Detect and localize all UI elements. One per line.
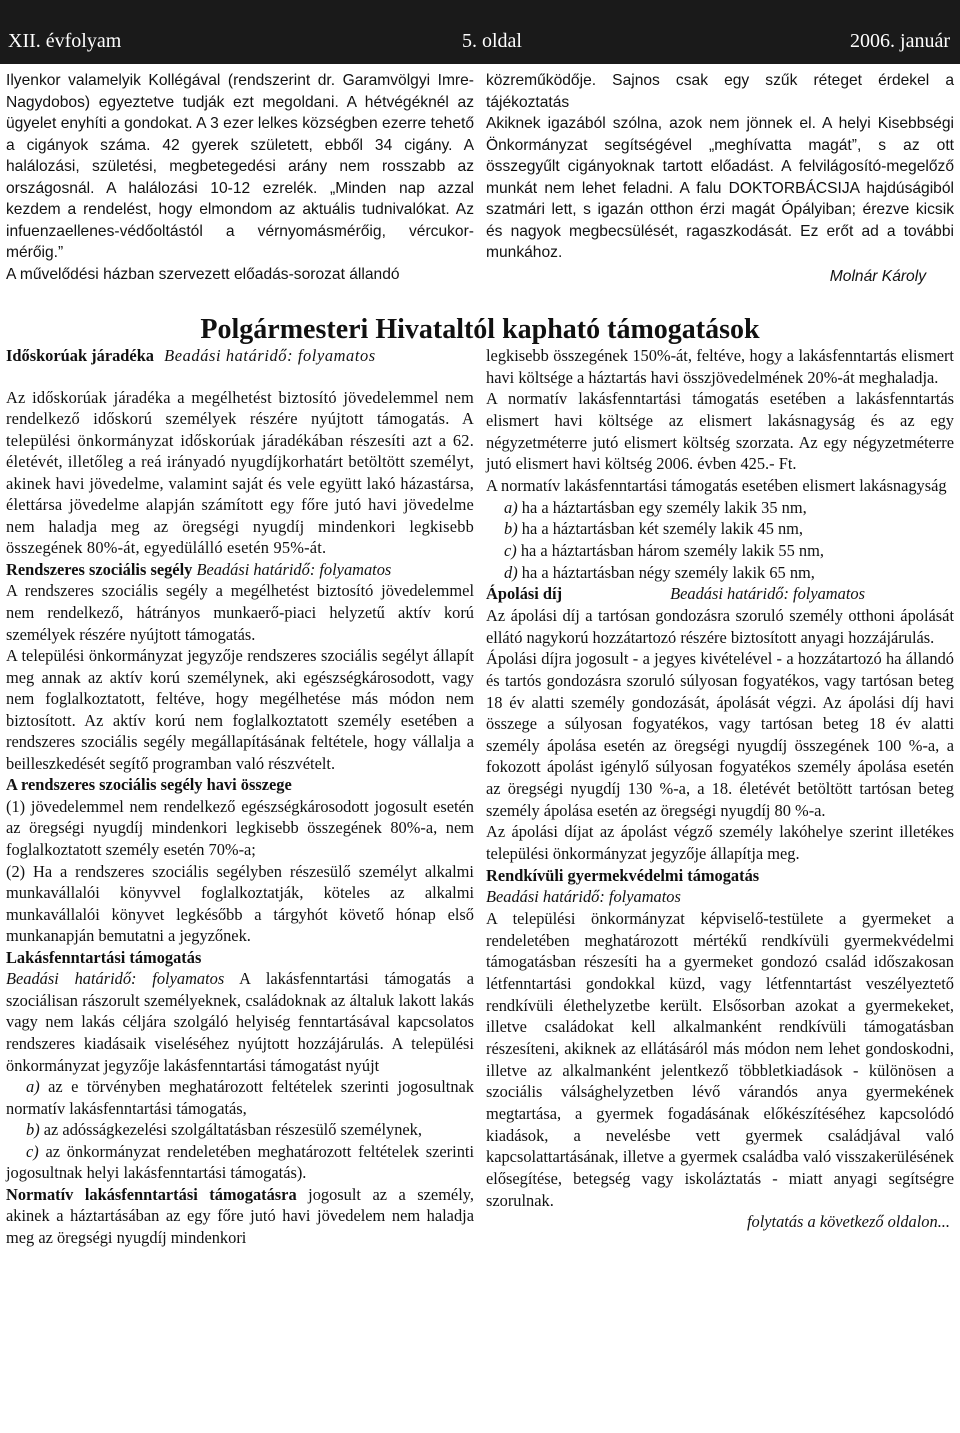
page-header [0, 0, 960, 64]
list-item-text: az önkormányzat rendeletében meghatározott feltételek szerinti jogosultnak helyi lakásfenntartási támogatás). [6, 1141, 474, 1183]
list-marker: a) [26, 1077, 40, 1097]
continued-note: folytatás a következő oldalon... [746, 1212, 950, 1232]
article-continuation-right [486, 70, 954, 287]
author-signature: Molnár Károly [829, 267, 926, 285]
list-item [486, 518, 954, 540]
body-paragraph: Az ápolási díj a tartósan gondozásra szoruló személy otthoni ápolását ellátó nagykorú hozzátartozó részére biztosított anyagi hozzájárulás. [486, 605, 954, 647]
section-title: Rendkívüli gyermekvédelmi támogatás [486, 865, 760, 885]
article-paragraph: Akiknek igazából szólna, azok nem jönnek el. A helyi Kisebbségi Önkormányzat segítségével „meghívatta magát”, s az ott összegyűlt cigányoknak tartott előadást. A felvilágosító-megelőző munkát nem lehet feladni. A falu DOKTORBÁCSIJA hajdúságiból szatmári lett, s igazán otthon érzi magát Ópályiban; érezve kicsik és nagyok megbecsülését, ragaszkodását. Ez erőt ad a további munkához. [486, 115, 954, 262]
deadline-note: Beadási határidő: folyamatos [196, 559, 392, 579]
list-item-text: az adósságkezelési szolgáltatásban részesülő személynek, [43, 1120, 422, 1140]
right-column [486, 345, 954, 1233]
body-text: A lakásfenntartási támogatás a szociálisan rászorult személyeknek, családoknak az általuk lakott lakás vagy nem lakás céljára szolgáló helyiség fenntartásával kapcsolatos rendszeres kiadásaik viseléséhez nyújtott hozzájárulás. A települési önkormányzat jegyzője lakásfenntartási támogatást nyújt [6, 969, 474, 1075]
body-text: jogosult az a személy, akinek a háztartásában az egy főre jutó havi jövedelem nem haladja meg az öregségi nyugdíj mindenkori [6, 1184, 474, 1247]
list-item-text: ha a háztartásban négy személy lakik 65 nm, [521, 562, 815, 582]
issue-date: 2006. január [850, 30, 950, 52]
article-paragraph: A művelődési házban szervezett előadás-sorozat állandó [6, 265, 400, 283]
body-paragraph: (2) Ha a rendszeres szociális segélyben részesülő személyt alkalmi munkavállalói könyvvel foglalkoztatják, köteles az alkalmi munkavállalói könyvet legkésőbb a tárgyhót követő hónap első munkanapján bemutatni a jegyzőnek. [6, 861, 474, 946]
body-paragraph: A normatív lakásfenntartási támogatás esetében elismert lakásnagyság [486, 475, 947, 495]
section-title: Ápolási díj [486, 584, 563, 604]
section-headline: Polgármesteri Hivataltól kapható támogatások [200, 314, 760, 345]
list-item-text: ha a háztartásban három személy lakik 55 nm, [520, 540, 824, 560]
deadline-note: Beadási határidő: folyamatos [164, 346, 376, 365]
deadline-note: Beadási határidő: folyamatos [670, 584, 865, 604]
deadline-note: Beadási határidő: folyamatos [486, 887, 681, 907]
list-marker: b) [26, 1120, 40, 1140]
body-paragraph: legkisebb összegének 150%-át, feltéve, hogy a lakásfenntartás elismert havi költsége a háztartás havi összjövedelmének 20%-át meghaladja. [486, 346, 954, 387]
article-paragraph: közreműködője. Sajnos csak egy szűk réteget érdekel a tájékoztatás [486, 72, 954, 111]
section-title: Rendszeres szociális segély [6, 559, 193, 579]
body-paragraph: A normatív lakásfenntartási támogatás esetében a lakásfenntartás elismert havi költsége az elismert lakásnagyság és az egy négyzetméterre jutó elismert költség szorzata. Az egy négyzetméterre jutó elismert havi költség 2006. évben 425.- Ft. [486, 389, 954, 474]
left-column [6, 345, 474, 1248]
list-item-text: az e törvényben meghatározott feltételek szerinti jogosultnak normatív lakásfenntartási támogatás, [6, 1077, 474, 1118]
body-paragraph: Ápolási díjra jogosult - a jegyes kivételével - a hozzátartozó ha állandó és tartós gondozásra szoruló súlyosan fogyatékos, vagy tartósan beteg 18 év alatti személy gondozását, ápolását végzi. Az ápolási díj havi összege a súlyosan fogyatékos, vagy tartósan beteg 18 év alatti személy ápolása esetén az öregségi nyugdíj összegének 100 %-a, a fokozott ápolást igénylő súlyosan fogyatékos személy ápolása esetén az öregségi nyugdíj 130 %-a, a 18. életévét betöltött tartósan beteg személy ápolása esetén az öregségi nyugdíj 80 %-a. [486, 649, 954, 820]
section-title: Normatív lakásfenntartási támogatásra [6, 1184, 297, 1204]
list-marker: c) [504, 540, 517, 560]
page-number: 5. oldal [462, 30, 522, 52]
list-item-text: ha a háztartásban két személy lakik 45 nm, [521, 519, 804, 539]
article-continuation-left [6, 70, 474, 285]
list-item [486, 540, 954, 562]
body-paragraph: A rendszeres szociális segély a megélhetést biztosító jövedelemmel nem rendelkező, hátrányos munkaerő-piaci helyzetű aktív korú személyek részére nyújtott támogatás. [6, 581, 474, 644]
list-item [486, 562, 954, 584]
body-paragraph: Az időskorúak járadéka a megélhetést biztosító jövedelemmel nem rendelkező időskorú személyek részére nyújtott támogatás. A települési önkormányzat időskorúak járadékában részesíti azt a 62. életévét, illetőleg a reá irányadó nyugdíjkorhatárt betöltött személyt, akinek havi jövedelme, valamint saját és vele együtt lakó házastársa, élettársa jövedelme alapján számított egy főre jutó havi jövedelme nem haladja meg az öregségi nyugdíj mindenkori legkisebb összegének 80%-át, egyedülálló esetén 95%-át. [6, 387, 474, 558]
list-marker: d) [504, 562, 518, 582]
volume-label: XII. évfolyam [8, 30, 122, 52]
list-item-text: ha a háztartásban egy személy lakik 35 nm, [521, 497, 807, 517]
article-paragraph: Ilyenkor valamelyik Kollégával (rendszerint dr. Garamvölgyi Imre- Nagydobos) egyeztetve tudják ezt megoldani. A hétvégéknél az ügyelet enyhíti a gondokat. A 3 ezer lelkes községben ezerre tehető a cigányok száma. 42 gyerek született, ebből 34 cigány. A halálozási, születési, megbetegedési arány nem rosszabb az országosnál. A halálozási 10-12 ezrelék. „Minden nap azzal kezdem a rendelést, hogy elmondom az aktuális tudnivalókat. Az infuenzaellenes-védőoltástól a vérnyomásmérőig, vércukor-mérőig.” [6, 72, 474, 262]
section-title: Lakásfenntartási támogatás [6, 947, 202, 967]
list-marker: a) [504, 497, 518, 517]
section-title: Időskorúak járadéka [6, 346, 155, 365]
body-paragraph: (1) jövedelemmel nem rendelkező egészségkárosodott jogosult esetén az öregségi nyugdíj mindenkori legkisebb összegének 80%-a, nem foglalkoztatott személy esetén 70%-a; [6, 796, 474, 860]
list-marker: c) [26, 1141, 39, 1161]
body-paragraph: A települési önkormányzat képviselő-testülete a gyermeket a rendeletében meghatározott mértékű rendkívüli gyermekvédelmi támogatásban részesíti ha a gyermeket gondozó család időszakosan létfenntartási gondokkal küzd, vagy létfenntartást veszélyeztető rendkívüli élethelyzetbe került. Elsősorban azokat a gyermekeket, illetve családokat kell alkalmanként rendkívüli támogatásban részesíteni, akiknek az ellátásáról más módon nem lehet gondoskodni, illetve az alkalmanként jelentkező többletkiadások - különösen a szociális válsághelyzetben lévő várandós anya gyermekének megtartása, a gyermek fogadásának előkészítéséhez kapcsolódó kiadások, a nevelésbe vett gyermek családjával való kapcsolattartásának, illetve a gyermek családba való visszakerülésének elősegítése, betegség vagy iskoláztatás - miatt anyagi segítségre szorulnak. [486, 909, 954, 1210]
list-marker: b) [504, 519, 518, 539]
section-title: A rendszeres szociális segély havi összege [6, 775, 292, 795]
body-paragraph: A települési önkormányzat jegyzője rendszeres szociális segélyt állapít meg annak az aktív korú személynek, aki egészségkárosodott, vagy nem foglalkoztatott, feltéve, hogy megélhetése más módon nem biztosított. Az aktív korú nem foglalkoztatott személy esetében a rendszeres szociális segély megállapításának feltétele, hogy vállalja a beilleszkedését segítő programban való részvételt. [6, 646, 474, 773]
body-paragraph: Az ápolási díjat az ápolást végző személy lakóhelye szerint illetékes települési önkormányzat jegyzője állapítja meg. [486, 822, 954, 864]
deadline-note: Beadási határidő: folyamatos [6, 969, 225, 989]
list-item [486, 497, 954, 519]
